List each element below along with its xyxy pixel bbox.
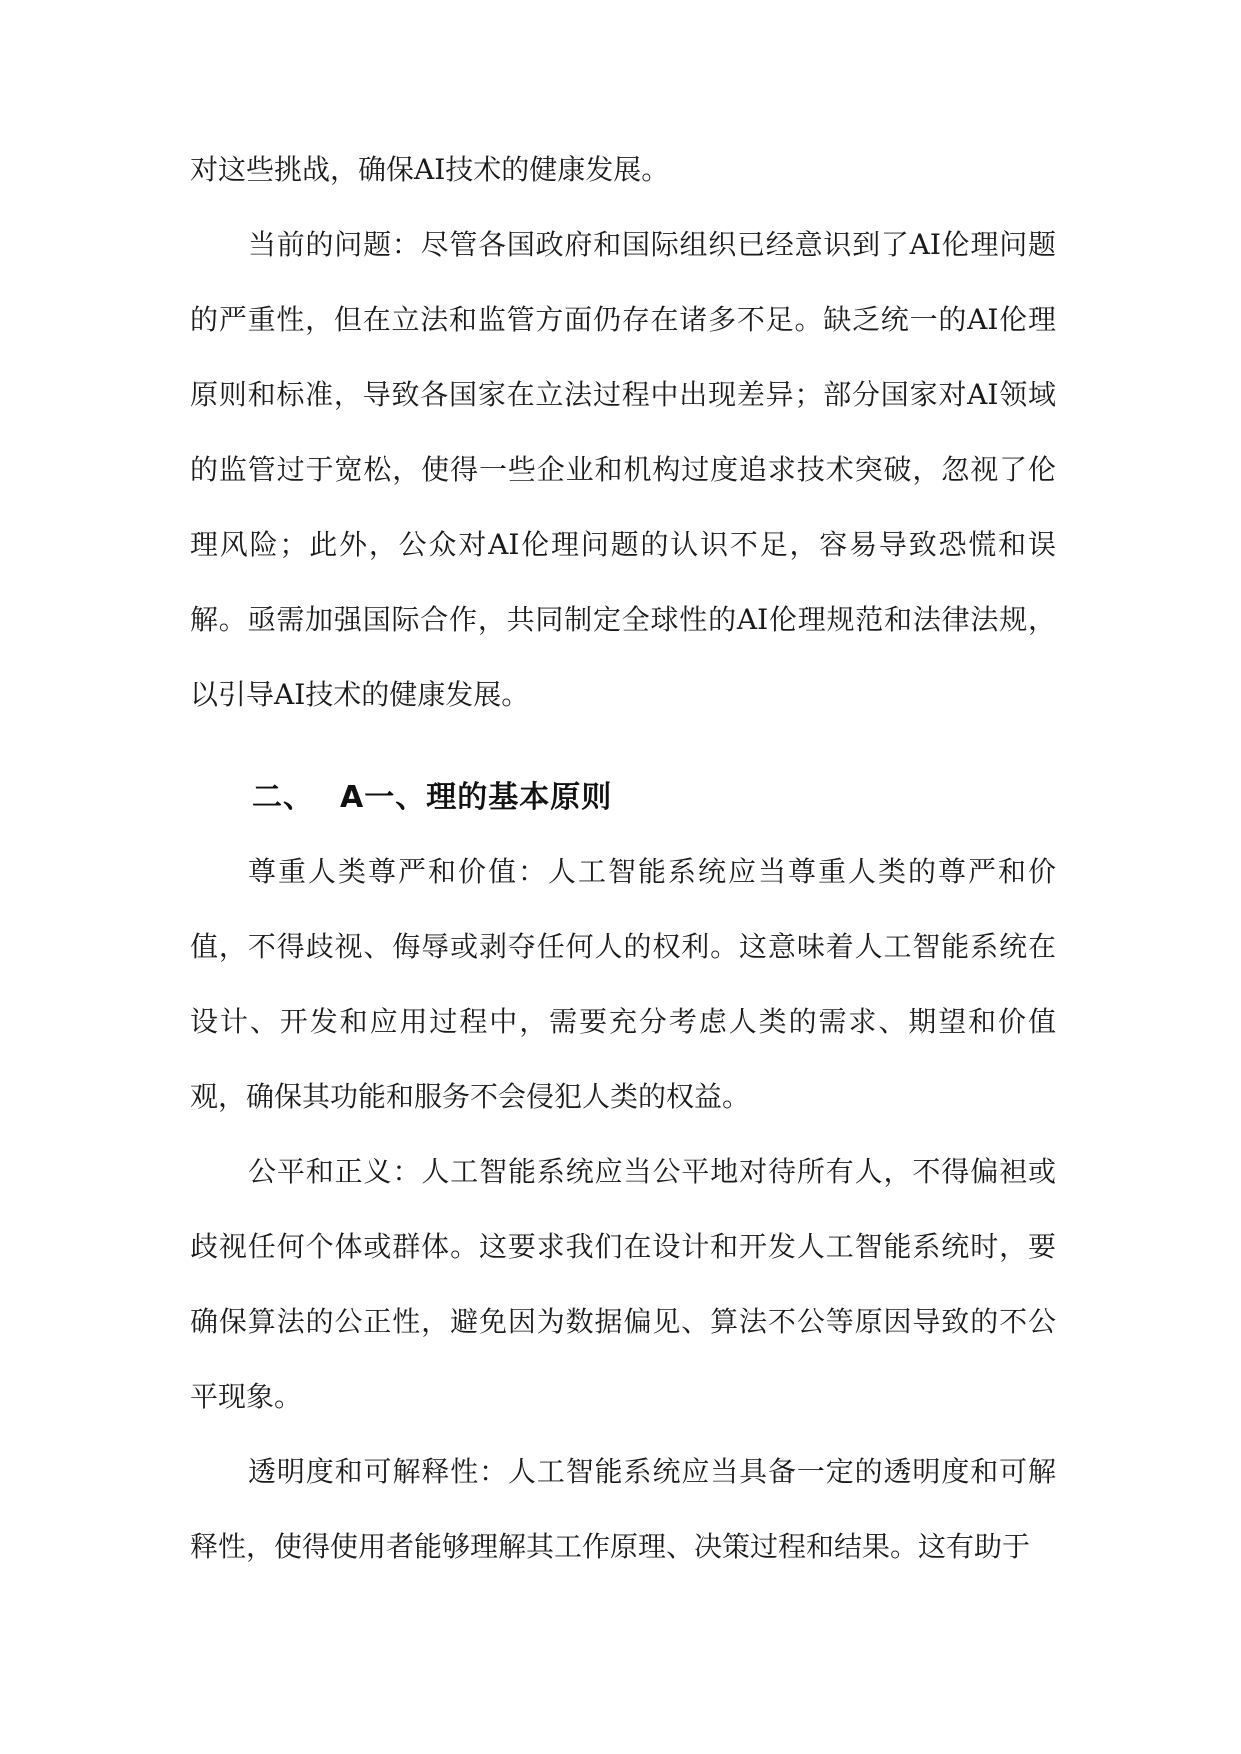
section-heading	[252, 762, 1056, 834]
section-title: A一、理的基本原则	[340, 780, 613, 815]
paragraph-continuation: 对这些挑战，确保AI技术的健康发展。	[190, 153, 670, 186]
section-number: 二、	[252, 780, 314, 815]
paragraph-current-problems: 当前的问题：尽管各国政府和国际组织已经意识到了AI伦理问题的严重性，但在立法和监管方面仍存在诸多不足。缺乏统一的AI伦理原则和标准，导致各国家在立法过程中出现差异；部分国家对AI领域的监管过于宽松，使得一些企业和机构过度追求技术突破，忽视了伦理风险；此外，公众对AI伦理问题的认识不足，容易导致恐慌和误解。亟需加强国际合作，共同制定全球性的AI伦理规范和法律法规，以引导AI技术的健康发展。	[190, 228, 1056, 711]
document-body	[190, 132, 1056, 1584]
paragraph-fairness: 公平和正义：人工智能系统应当公平地对待所有人，不得偏袒或歧视任何个体或群体。这要求我们在设计和开发人工智能系统时，要确保算法的公正性，避免因为数据偏见、算法不公等原因导致的不公平现象。	[190, 1155, 1056, 1413]
paragraph-transparency: 透明度和可解释性：人工智能系统应当具备一定的透明度和可解释性，使得使用者能够理解其工作原理、决策过程和结果。这有助于	[190, 1455, 1056, 1563]
paragraph-human-dignity: 尊重人类尊严和价值：人工智能系统应当尊重人类的尊严和价值，不得歧视、侮辱或剥夺任何人的权利。这意味着人工智能系统在设计、开发和应用过程中，需要充分考虑人类的需求、期望和价值观，确保其功能和服务不会侵犯人类的权益。	[190, 855, 1056, 1113]
